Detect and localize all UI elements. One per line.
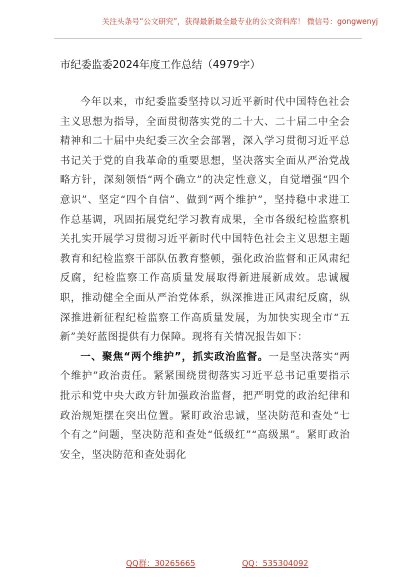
- document-body: [60, 93, 350, 465]
- paragraph-section-1: [60, 348, 350, 466]
- paragraph-intro: 今年以来，市纪委监委坚持以习近平新时代中国特色社会主义思想为指导，全面贯彻落实党的二十大、二十届二中全会精神和二十届中央纪委三次全会部署，深入学习贯彻习近平总书记关于党的自我革命的重要思想，坚决落实全面从严治党战略方针，深刻领悟“两个确立”的决定性意义，自觉增强“四个意识”、坚定“四个自信”、做到“两个维护”，坚持稳中求进工作总基调，巩固拓展党纪学习教育成果，全市各级纪检监察机关扎实开展学习贯彻习近平新时代中国特色社会主义思想主题教育和纪检监察干部队伍教育整顿，强化政治监督和正风肃纪反腐，纪检监察工作高质量发展取得新进展新成效。忠诚履职，推动健全全面从严治党体系，纵深推进正风肃纪反腐，纵深推进新征程纪检监察工作高质量发展，为加快实现全市“五新”美好蓝图提供有力保障。现将有关情况报告如下：: [60, 97, 350, 344]
- footer-qq-group-link[interactable]: QQ群：30265665: [126, 559, 196, 568]
- section-heading-1: 一、聚焦“两个维护”，抓实政治监督。: [80, 351, 269, 363]
- document-title: 市纪委监委2024年度工作总结（4979字）: [60, 59, 261, 71]
- header-divider: [54, 38, 362, 39]
- header-banner: 关注头条号“公文研究”，获得最新最全最专业的公文资料库！ 微信号：gongwenyj: [101, 17, 379, 26]
- page-footer: [0, 558, 408, 570]
- section-1-text: 一是坚决落实“两个维护”政治责任。紧紧围绕贯彻落实习近平总书记重要指示批示和党中央大政方针加强政治监督，把严明党的政治纪律和政治规矩摆在突出位置。紧盯政治忠诚，坚决防范和查处“七个有之”问题，坚决防范和查处“低级红”“高级黑”。紧盯政治安全，坚决防范和查处弱化: [60, 351, 350, 461]
- footer-qq-contact-link[interactable]: QQ：535304092: [242, 559, 309, 568]
